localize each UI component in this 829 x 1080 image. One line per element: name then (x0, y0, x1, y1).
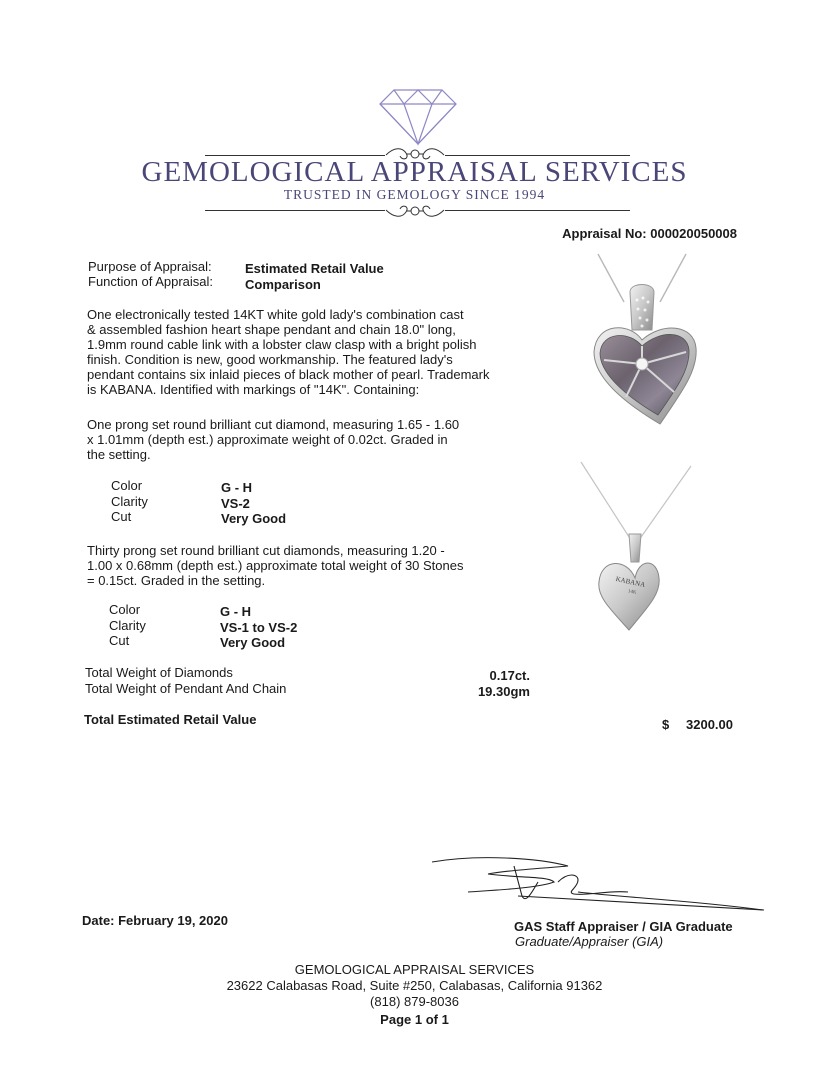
item-description (87, 307, 527, 397)
diamond2-cut-value: Very Good (220, 635, 286, 650)
function-label: Function of Appraisal: (88, 274, 214, 289)
diamond2-clarity-label: Clarity (109, 618, 146, 633)
company-tagline: TRUSTED IN GEMOLOGY SINCE 1994 (283, 187, 546, 202)
description-line: finish. Condition is new, good workmanship. The featured lady's (87, 352, 453, 367)
total-diamonds-label: Total Weight of Diamonds (85, 665, 233, 680)
diamond2-cut-label: Cut (109, 633, 130, 648)
footer-phone: (818) 879-8036 (370, 994, 459, 1009)
diamond-logo-icon (378, 88, 458, 146)
diamond1-description (87, 417, 527, 462)
diamond1-cut-label: Cut (111, 509, 132, 524)
diamond1-cut-value: Very Good (221, 511, 287, 526)
diamond1-line: x 1.01mm (depth est.) approximate weight of 0.02ct. Graded in (87, 432, 448, 447)
description-line: & assembled fashion heart shape pendant and chain 18.0" long, (87, 322, 456, 337)
header-rule-bottom-right (445, 210, 630, 211)
diamond2-line: Thirty prong set round brilliant cut diamonds, measuring 1.20 - (87, 543, 445, 558)
description-line: One electronically tested 14KT white gold lady's combination cast (87, 307, 464, 322)
company-name: GEMOLOGICAL APPRAISAL SERVICES (141, 156, 688, 188)
total-retail-value: 3200.00 (686, 717, 733, 732)
footer-address: 23622 Calabasas Road, Suite #250, Calabasas, California 91362 (226, 978, 603, 993)
appraiser-subtitle: Graduate/Appraiser (GIA) (515, 934, 664, 949)
flourish-bottom-icon (384, 202, 446, 220)
description-line: is KABANA. Identified with markings of "14K". Containing: (87, 382, 420, 397)
diamond2-description (87, 543, 527, 588)
diamond1-line: One prong set round brilliant cut diamond, measuring 1.65 - 1.60 (87, 417, 460, 432)
footer-company: GEMOLOGICAL APPRAISAL SERVICES (294, 962, 535, 977)
total-diamonds-value: 0.17ct. (489, 668, 530, 683)
total-pendant-label: Total Weight of Pendant And Chain (85, 681, 287, 696)
purpose-label: Purpose of Appraisal: (88, 259, 212, 274)
diamond2-color-value: G - H (220, 604, 252, 619)
diamond1-color-value: G - H (221, 480, 253, 495)
diamond1-color-label: Color (111, 478, 143, 493)
diamond1-clarity-label: Clarity (111, 494, 148, 509)
page-number: Page 1 of 1 (380, 1012, 449, 1027)
appraisal-number: Appraisal No: 000020050008 (562, 226, 737, 241)
header-rule-bottom-left (205, 210, 385, 211)
currency-symbol: $ (662, 717, 670, 732)
purpose-value: Estimated Retail Value (245, 261, 384, 276)
function-value: Comparison (245, 277, 321, 292)
description-line: pendant contains six inlaid pieces of black mother of pearl. Trademark (87, 367, 490, 382)
diamond1-clarity-value: VS-2 (221, 496, 250, 511)
diamond2-color-label: Color (109, 602, 141, 617)
total-retail-label: Total Estimated Retail Value (84, 712, 257, 727)
pendant-front-image (578, 252, 708, 430)
diamond2-clarity-value: VS-1 to VS-2 (220, 620, 298, 635)
appraiser-title: GAS Staff Appraiser / GIA Graduate (514, 919, 733, 934)
description-line: 1.9mm round cable link with a lobster claw clasp with a bright polish (87, 337, 477, 352)
pendant-back-image (575, 458, 695, 633)
appraiser-signature (428, 852, 768, 914)
diamond1-line: the setting. (87, 447, 151, 462)
total-pendant-value: 19.30gm (477, 684, 530, 699)
diamond2-line: 1.00 x 0.68mm (depth est.) approximate total weight of 30 Stones (87, 558, 464, 573)
pendant-engraving-mark: 14K (627, 589, 637, 596)
appraisal-date: Date: February 19, 2020 (82, 913, 228, 928)
pendant-engraving-brand: KABANA (614, 575, 646, 590)
diamond2-line: = 0.15ct. Graded in the setting. (87, 573, 266, 588)
